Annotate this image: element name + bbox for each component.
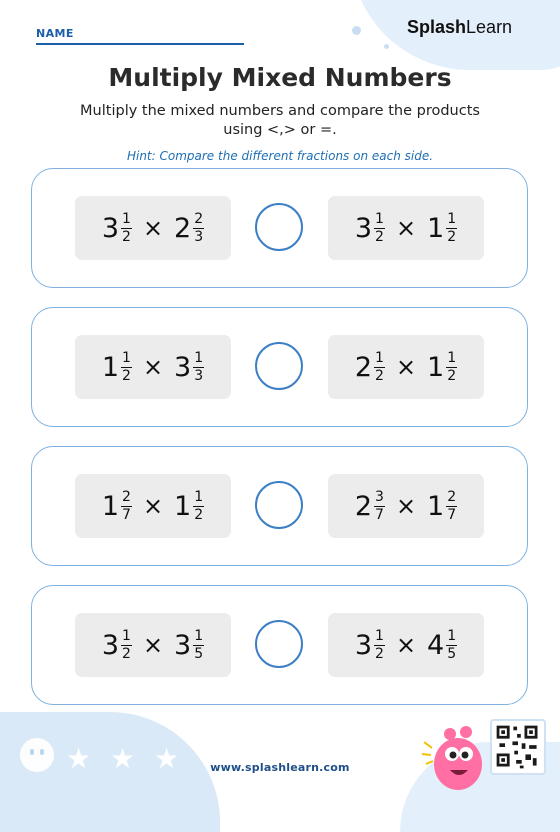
instructions-line-2: using <,> or =. — [223, 122, 337, 138]
mixed-number — [174, 351, 204, 384]
fraction — [121, 212, 132, 245]
problem-row-2 — [31, 307, 528, 427]
fraction — [374, 351, 385, 384]
left-expression — [75, 613, 231, 677]
denominator: 7 — [447, 506, 457, 523]
numerator: 1 — [194, 349, 204, 366]
whole-part: 3 — [354, 212, 373, 244]
denominator: 5 — [447, 645, 457, 662]
website-url[interactable]: www.splashlearn.com — [210, 761, 350, 774]
fraction — [121, 351, 132, 384]
mixed-number — [174, 490, 204, 523]
denominator: 2 — [122, 645, 131, 662]
mixed-number — [355, 212, 385, 245]
instructions — [60, 102, 500, 140]
right-expression — [328, 335, 484, 399]
whole-part: 3 — [174, 351, 192, 383]
denominator: 2 — [447, 367, 457, 384]
problem-row-1 — [31, 168, 528, 288]
mixed-number — [355, 490, 385, 523]
denominator: 2 — [122, 228, 131, 245]
whole-part: 2 — [354, 351, 373, 383]
numerator: 1 — [375, 349, 384, 366]
left-expression — [75, 335, 231, 399]
whole-part: 3 — [101, 629, 120, 661]
denominator: 2 — [375, 228, 384, 245]
denominator: 2 — [194, 506, 204, 523]
numerator: 3 — [375, 488, 384, 505]
numerator: 1 — [194, 488, 204, 505]
whole-part: 3 — [174, 629, 192, 661]
denominator: 7 — [122, 506, 131, 523]
fraction — [446, 212, 457, 245]
right-expression — [328, 196, 484, 260]
mixed-number — [102, 629, 132, 662]
mixed-number — [427, 351, 457, 384]
problem-row-4 — [31, 585, 528, 705]
denominator: 3 — [194, 228, 204, 245]
times-sign: × — [395, 631, 417, 659]
numerator: 1 — [447, 627, 457, 644]
mixed-number — [427, 212, 457, 245]
fraction — [121, 629, 132, 662]
star-icon: ★ — [66, 742, 92, 775]
brand-light: Learn — [466, 17, 513, 37]
fraction — [374, 212, 385, 245]
star-icon: ★ — [154, 742, 180, 775]
denominator: 2 — [375, 367, 384, 384]
mixed-number — [174, 212, 204, 245]
times-sign: × — [142, 214, 164, 242]
mixed-number — [355, 351, 385, 384]
numerator: 1 — [447, 210, 457, 227]
mixed-number — [174, 629, 204, 662]
fraction — [374, 490, 385, 523]
denominator: 2 — [447, 228, 457, 245]
mixed-number — [102, 212, 132, 245]
whole-part: 1 — [101, 490, 120, 522]
numerator: 1 — [122, 210, 131, 227]
monster-mascot-icon — [420, 712, 490, 792]
decorative-dot — [352, 26, 361, 35]
whole-part: 2 — [174, 212, 192, 244]
denominator: 7 — [375, 506, 384, 523]
instructions-line-1: Multiply the mixed numbers and compare the products — [80, 103, 480, 119]
problem-row-3 — [31, 446, 528, 566]
denominator: 2 — [122, 367, 131, 384]
right-expression — [328, 474, 484, 538]
numerator: 1 — [122, 349, 131, 366]
numerator: 1 — [375, 210, 384, 227]
whole-part: 1 — [427, 212, 445, 244]
worksheet-title: Multiply Mixed Numbers — [108, 63, 452, 92]
fraction — [446, 351, 457, 384]
fraction — [193, 490, 204, 523]
whole-part: 1 — [174, 490, 192, 522]
mixed-number — [427, 490, 457, 523]
comparison-answer-circle[interactable] — [255, 481, 303, 529]
name-field-line[interactable] — [36, 43, 244, 45]
fraction — [193, 212, 204, 245]
star-icon: ★ — [110, 742, 136, 775]
right-expression — [328, 613, 484, 677]
times-sign: × — [395, 492, 417, 520]
fraction — [446, 490, 457, 523]
comparison-answer-circle[interactable] — [255, 203, 303, 251]
numerator: 1 — [194, 627, 204, 644]
mixed-number — [102, 490, 132, 523]
mixed-number — [102, 351, 132, 384]
fraction — [121, 490, 132, 523]
whole-part: 1 — [427, 351, 445, 383]
whole-part: 3 — [101, 212, 120, 244]
numerator: 2 — [447, 488, 457, 505]
whole-part: 1 — [427, 490, 445, 522]
times-sign: × — [142, 492, 164, 520]
numerator: 2 — [194, 210, 204, 227]
left-expression — [75, 196, 231, 260]
times-sign: × — [142, 353, 164, 381]
numerator: 2 — [122, 488, 131, 505]
fraction — [193, 629, 204, 662]
mixed-number — [355, 629, 385, 662]
hint-text: Hint: Compare the different fractions on each side. — [126, 149, 434, 163]
name-label: NAME — [36, 27, 74, 40]
fraction — [374, 629, 385, 662]
mixed-number — [427, 629, 457, 662]
denominator: 5 — [194, 645, 204, 662]
fraction — [193, 351, 204, 384]
numerator: 1 — [447, 349, 457, 366]
left-expression — [75, 474, 231, 538]
comparison-answer-circle[interactable] — [255, 620, 303, 668]
numerator: 1 — [122, 627, 131, 644]
splashlearn-logo — [407, 17, 512, 38]
whole-part: 1 — [101, 351, 120, 383]
qr-code-icon — [490, 719, 546, 775]
comparison-answer-circle[interactable] — [255, 342, 303, 390]
times-sign: × — [395, 214, 417, 242]
whole-part: 2 — [354, 490, 373, 522]
times-sign: × — [142, 631, 164, 659]
denominator: 3 — [194, 367, 204, 384]
brand-bold: Splash — [407, 17, 467, 37]
times-sign: × — [395, 353, 417, 381]
whole-part: 3 — [354, 629, 373, 661]
numerator: 1 — [375, 627, 384, 644]
fraction — [446, 629, 457, 662]
denominator: 2 — [375, 645, 384, 662]
decorative-dot — [384, 44, 389, 49]
whole-part: 4 — [427, 629, 445, 661]
